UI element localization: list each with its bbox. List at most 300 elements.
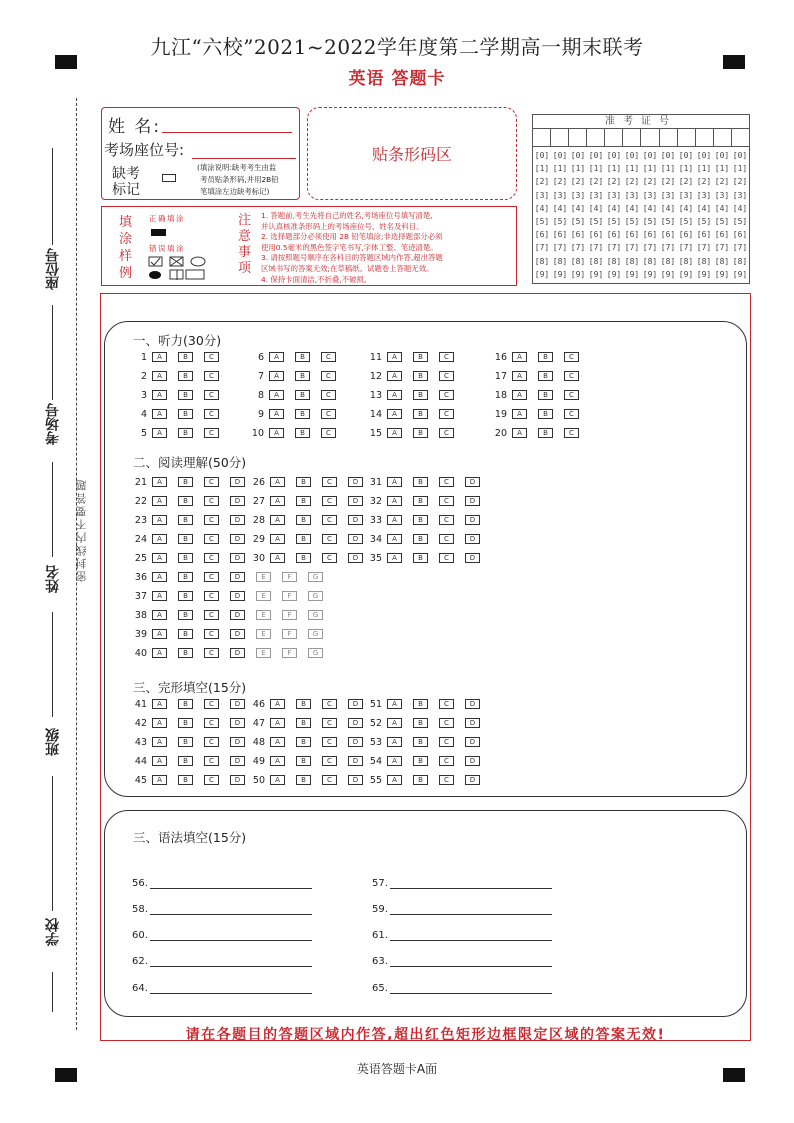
option-bubble-c[interactable]: C: [322, 699, 337, 709]
exam-id-digit[interactable]: [2]: [714, 177, 730, 187]
option-bubble-d[interactable]: D: [230, 775, 245, 785]
exam-id-digit[interactable]: [8]: [642, 256, 658, 266]
option-bubble-b[interactable]: B: [413, 534, 428, 544]
option-bubble-d[interactable]: D: [230, 610, 245, 620]
exam-id-digit[interactable]: [9]: [714, 269, 730, 279]
option-bubble-b[interactable]: B: [295, 409, 310, 419]
option-bubble-c[interactable]: C: [204, 756, 219, 766]
option-bubble-b[interactable]: B: [538, 390, 553, 400]
option-bubble-a[interactable]: A: [270, 775, 285, 785]
option-bubble-c[interactable]: C: [204, 496, 219, 506]
option-bubble-a[interactable]: A: [269, 352, 284, 362]
option-bubble-a[interactable]: A: [152, 572, 167, 582]
option-bubble-a[interactable]: A: [270, 737, 285, 747]
exam-id-digit[interactable]: [8]: [552, 256, 568, 266]
exam-id-digit[interactable]: [9]: [588, 269, 604, 279]
fill-blank-line[interactable]: [150, 958, 312, 967]
exam-id-digit[interactable]: [4]: [642, 203, 658, 213]
option-bubble-b[interactable]: B: [413, 718, 428, 728]
exam-id-digit[interactable]: [4]: [732, 203, 748, 213]
option-bubble-c[interactable]: C: [321, 390, 336, 400]
exam-id-digit[interactable]: [1]: [570, 164, 586, 174]
option-bubble-d[interactable]: D: [465, 496, 480, 506]
option-bubble-b[interactable]: B: [295, 352, 310, 362]
exam-id-digit[interactable]: [1]: [678, 164, 694, 174]
fill-blank-line[interactable]: [390, 985, 552, 994]
exam-id-digit[interactable]: [0]: [624, 151, 640, 160]
exam-id-digit[interactable]: [4]: [570, 203, 586, 213]
option-bubble-a[interactable]: A: [387, 515, 402, 525]
option-bubble-b[interactable]: B: [295, 428, 310, 438]
option-bubble-d[interactable]: D: [230, 534, 245, 544]
exam-id-column[interactable]: [623, 149, 641, 281]
option-bubble-c[interactable]: C: [322, 496, 337, 506]
exam-id-digit[interactable]: [3]: [660, 190, 676, 200]
exam-id-digit[interactable]: [1]: [588, 164, 604, 174]
exam-id-bubbles[interactable]: [533, 147, 749, 281]
exam-id-digit[interactable]: [3]: [570, 190, 586, 200]
option-bubble-b[interactable]: B: [178, 591, 193, 601]
exam-id-digit[interactable]: [7]: [588, 243, 604, 253]
exam-id-digit[interactable]: [0]: [642, 151, 658, 160]
option-bubble-a[interactable]: A: [152, 699, 167, 709]
exam-id-digit[interactable]: [0]: [570, 151, 586, 160]
option-bubble-a[interactable]: A: [152, 515, 167, 525]
exam-id-digit[interactable]: [6]: [606, 230, 622, 240]
option-bubble-d[interactable]: D: [465, 534, 480, 544]
option-bubble-c[interactable]: C: [439, 428, 454, 438]
option-bubble-d[interactable]: D: [230, 718, 245, 728]
fill-blank-line[interactable]: [390, 958, 552, 967]
exam-id-column[interactable]: [587, 149, 605, 281]
exam-id-digit[interactable]: [7]: [624, 243, 640, 253]
option-bubble-a[interactable]: A: [152, 591, 167, 601]
exam-id-digit[interactable]: [8]: [606, 256, 622, 266]
exam-id-digit[interactable]: [3]: [552, 190, 568, 200]
option-bubble-d[interactable]: D: [348, 515, 363, 525]
option-bubble-f[interactable]: F: [282, 648, 297, 658]
option-bubble-a[interactable]: A: [152, 629, 167, 639]
option-bubble-d[interactable]: D: [348, 737, 363, 747]
option-bubble-d[interactable]: D: [230, 629, 245, 639]
exam-id-digit[interactable]: [1]: [660, 164, 676, 174]
exam-id-digit[interactable]: [3]: [624, 190, 640, 200]
absent-checkbox[interactable]: [162, 174, 176, 182]
option-bubble-a[interactable]: A: [387, 371, 402, 381]
option-bubble-a[interactable]: A: [152, 477, 167, 487]
option-bubble-a[interactable]: A: [270, 477, 285, 487]
exam-id-digit[interactable]: [1]: [552, 164, 568, 174]
option-bubble-c[interactable]: C: [204, 371, 219, 381]
exam-id-digit[interactable]: [3]: [642, 190, 658, 200]
option-bubble-c[interactable]: C: [204, 699, 219, 709]
exam-id-digit[interactable]: [1]: [534, 164, 550, 174]
option-bubble-d[interactable]: D: [230, 496, 245, 506]
option-bubble-b[interactable]: B: [178, 371, 193, 381]
option-bubble-c[interactable]: C: [204, 477, 219, 487]
exam-id-digit[interactable]: [6]: [660, 230, 676, 240]
exam-id-digit[interactable]: [6]: [570, 230, 586, 240]
exam-id-column[interactable]: [605, 149, 623, 281]
option-bubble-d[interactable]: D: [465, 737, 480, 747]
exam-id-digit[interactable]: [2]: [570, 177, 586, 187]
exam-id-digit[interactable]: [8]: [696, 256, 712, 266]
option-bubble-a[interactable]: A: [270, 699, 285, 709]
option-bubble-b[interactable]: B: [413, 496, 428, 506]
exam-id-digit[interactable]: [5]: [732, 217, 748, 227]
option-bubble-d[interactable]: D: [230, 648, 245, 658]
exam-id-digit[interactable]: [8]: [732, 256, 748, 266]
option-bubble-c[interactable]: C: [439, 756, 454, 766]
option-bubble-a[interactable]: A: [152, 428, 167, 438]
option-bubble-b[interactable]: B: [296, 737, 311, 747]
exam-id-digit[interactable]: [7]: [696, 243, 712, 253]
exam-id-digit[interactable]: [4]: [534, 203, 550, 213]
option-bubble-d[interactable]: D: [230, 699, 245, 709]
option-bubble-c[interactable]: C: [204, 610, 219, 620]
option-bubble-d[interactable]: D: [230, 756, 245, 766]
option-bubble-b[interactable]: B: [178, 648, 193, 658]
option-bubble-d[interactable]: D: [465, 756, 480, 766]
option-bubble-c[interactable]: C: [439, 553, 454, 563]
name-field[interactable]: [162, 132, 292, 133]
exam-id-digit[interactable]: [6]: [732, 230, 748, 240]
option-bubble-c[interactable]: C: [204, 409, 219, 419]
option-bubble-c[interactable]: C: [204, 572, 219, 582]
option-bubble-e[interactable]: E: [256, 629, 271, 639]
exam-id-digit[interactable]: [0]: [660, 151, 676, 160]
option-bubble-b[interactable]: B: [413, 409, 428, 419]
option-bubble-c[interactable]: C: [321, 409, 336, 419]
option-bubble-b[interactable]: B: [538, 352, 553, 362]
option-bubble-a[interactable]: A: [269, 428, 284, 438]
option-bubble-f[interactable]: F: [282, 629, 297, 639]
option-bubble-b[interactable]: B: [296, 699, 311, 709]
exam-id-digit[interactable]: [6]: [642, 230, 658, 240]
exam-id-digit[interactable]: [8]: [678, 256, 694, 266]
option-bubble-g[interactable]: G: [308, 591, 323, 601]
exam-id-digit[interactable]: [2]: [552, 177, 568, 187]
exam-id-digit[interactable]: [7]: [678, 243, 694, 253]
exam-id-digit[interactable]: [9]: [642, 269, 658, 279]
exam-id-digit[interactable]: [9]: [570, 269, 586, 279]
fill-blank-line[interactable]: [150, 932, 312, 941]
option-bubble-c[interactable]: C: [564, 390, 579, 400]
option-bubble-c[interactable]: C: [439, 515, 454, 525]
option-bubble-c[interactable]: C: [204, 591, 219, 601]
exam-id-digit[interactable]: [6]: [534, 230, 550, 240]
option-bubble-b[interactable]: B: [296, 515, 311, 525]
exam-id-digit[interactable]: [8]: [624, 256, 640, 266]
exam-id-digit[interactable]: [3]: [588, 190, 604, 200]
option-bubble-b[interactable]: B: [413, 775, 428, 785]
option-bubble-c[interactable]: C: [439, 390, 454, 400]
option-bubble-b[interactable]: B: [296, 775, 311, 785]
option-bubble-b[interactable]: B: [178, 718, 193, 728]
option-bubble-d[interactable]: D: [348, 775, 363, 785]
option-bubble-c[interactable]: C: [321, 352, 336, 362]
option-bubble-b[interactable]: B: [413, 428, 428, 438]
exam-id-digit[interactable]: [4]: [678, 203, 694, 213]
option-bubble-b[interactable]: B: [413, 477, 428, 487]
exam-id-digit[interactable]: [4]: [714, 203, 730, 213]
exam-id-digit[interactable]: [3]: [696, 190, 712, 200]
option-bubble-c[interactable]: C: [204, 352, 219, 362]
option-bubble-d[interactable]: D: [465, 775, 480, 785]
exam-id-digit[interactable]: [4]: [660, 203, 676, 213]
option-bubble-f[interactable]: F: [282, 610, 297, 620]
option-bubble-b[interactable]: B: [178, 515, 193, 525]
exam-id-digit[interactable]: [0]: [732, 151, 748, 160]
option-bubble-a[interactable]: A: [269, 409, 284, 419]
option-bubble-b[interactable]: B: [178, 756, 193, 766]
exam-id-digit[interactable]: [5]: [696, 217, 712, 227]
option-bubble-f[interactable]: F: [282, 591, 297, 601]
exam-id-digit[interactable]: [3]: [534, 190, 550, 200]
option-bubble-c[interactable]: C: [439, 352, 454, 362]
exam-id-digit[interactable]: [6]: [714, 230, 730, 240]
exam-id-digit[interactable]: [2]: [696, 177, 712, 187]
option-bubble-d[interactable]: D: [348, 718, 363, 728]
option-bubble-d[interactable]: D: [348, 496, 363, 506]
exam-id-digit[interactable]: [9]: [552, 269, 568, 279]
exam-id-digit[interactable]: [2]: [678, 177, 694, 187]
option-bubble-a[interactable]: A: [152, 610, 167, 620]
option-bubble-b[interactable]: B: [178, 629, 193, 639]
option-bubble-c[interactable]: C: [204, 390, 219, 400]
option-bubble-d[interactable]: D: [348, 756, 363, 766]
option-bubble-b[interactable]: B: [413, 352, 428, 362]
option-bubble-a[interactable]: A: [512, 352, 527, 362]
option-bubble-b[interactable]: B: [413, 699, 428, 709]
option-bubble-a[interactable]: A: [152, 352, 167, 362]
exam-id-digit[interactable]: [7]: [660, 243, 676, 253]
exam-id-digit[interactable]: [7]: [642, 243, 658, 253]
option-bubble-b[interactable]: B: [178, 699, 193, 709]
exam-id-digit[interactable]: [6]: [624, 230, 640, 240]
option-bubble-d[interactable]: D: [465, 718, 480, 728]
option-bubble-b[interactable]: B: [296, 477, 311, 487]
exam-id-digit[interactable]: [0]: [552, 151, 568, 160]
option-bubble-b[interactable]: B: [538, 428, 553, 438]
option-bubble-c[interactable]: C: [204, 428, 219, 438]
option-bubble-c[interactable]: C: [321, 371, 336, 381]
exam-id-digit[interactable]: [0]: [678, 151, 694, 160]
exam-id-digit[interactable]: [1]: [696, 164, 712, 174]
fill-blank-line[interactable]: [150, 880, 312, 889]
option-bubble-d[interactable]: D: [348, 477, 363, 487]
option-bubble-f[interactable]: F: [282, 572, 297, 582]
option-bubble-b[interactable]: B: [178, 428, 193, 438]
option-bubble-a[interactable]: A: [152, 718, 167, 728]
option-bubble-a[interactable]: A: [387, 699, 402, 709]
option-bubble-b[interactable]: B: [538, 371, 553, 381]
fill-blank-line[interactable]: [390, 880, 552, 889]
option-bubble-c[interactable]: C: [204, 718, 219, 728]
exam-id-digit[interactable]: [4]: [696, 203, 712, 213]
exam-id-digit[interactable]: [7]: [570, 243, 586, 253]
exam-id-digit[interactable]: [5]: [606, 217, 622, 227]
option-bubble-e[interactable]: E: [256, 610, 271, 620]
exam-id-digit[interactable]: [8]: [714, 256, 730, 266]
option-bubble-b[interactable]: B: [295, 390, 310, 400]
exam-id-digit[interactable]: [0]: [714, 151, 730, 160]
option-bubble-d[interactable]: D: [348, 553, 363, 563]
exam-id-digit[interactable]: [0]: [534, 151, 550, 160]
exam-id-digit[interactable]: [6]: [552, 230, 568, 240]
exam-id-digit[interactable]: [1]: [624, 164, 640, 174]
exam-id-digit[interactable]: [9]: [732, 269, 748, 279]
option-bubble-a[interactable]: A: [270, 515, 285, 525]
exam-id-digit[interactable]: [4]: [588, 203, 604, 213]
option-bubble-b[interactable]: B: [178, 390, 193, 400]
exam-id-digit[interactable]: [5]: [678, 217, 694, 227]
option-bubble-c[interactable]: C: [439, 534, 454, 544]
exam-id-digit[interactable]: [8]: [588, 256, 604, 266]
option-bubble-a[interactable]: A: [152, 534, 167, 544]
option-bubble-a[interactable]: A: [512, 371, 527, 381]
exam-id-digit[interactable]: [0]: [696, 151, 712, 160]
exam-id-digit[interactable]: [1]: [732, 164, 748, 174]
fill-blank-line[interactable]: [390, 932, 552, 941]
exam-id-digit[interactable]: [1]: [714, 164, 730, 174]
option-bubble-a[interactable]: A: [512, 390, 527, 400]
option-bubble-c[interactable]: C: [204, 629, 219, 639]
exam-id-digit[interactable]: [2]: [534, 177, 550, 187]
exam-id-digit[interactable]: [9]: [660, 269, 676, 279]
exam-id-digit[interactable]: [1]: [606, 164, 622, 174]
option-bubble-d[interactable]: D: [230, 572, 245, 582]
exam-id-digit[interactable]: [3]: [606, 190, 622, 200]
option-bubble-b[interactable]: B: [296, 534, 311, 544]
option-bubble-c[interactable]: C: [564, 428, 579, 438]
option-bubble-a[interactable]: A: [387, 409, 402, 419]
exam-id-digit[interactable]: [0]: [588, 151, 604, 160]
exam-id-digit[interactable]: [2]: [606, 177, 622, 187]
option-bubble-a[interactable]: A: [270, 553, 285, 563]
option-bubble-g[interactable]: G: [308, 629, 323, 639]
option-bubble-a[interactable]: A: [152, 496, 167, 506]
option-bubble-c[interactable]: C: [564, 409, 579, 419]
option-bubble-c[interactable]: C: [439, 496, 454, 506]
exam-id-digit[interactable]: [3]: [732, 190, 748, 200]
exam-id-digit[interactable]: [0]: [606, 151, 622, 160]
option-bubble-d[interactable]: D: [465, 515, 480, 525]
option-bubble-a[interactable]: A: [270, 718, 285, 728]
option-bubble-a[interactable]: A: [387, 756, 402, 766]
exam-id-digit[interactable]: [8]: [534, 256, 550, 266]
exam-id-digit[interactable]: [5]: [642, 217, 658, 227]
exam-id-column[interactable]: [695, 149, 713, 281]
exam-id-digit[interactable]: [7]: [606, 243, 622, 253]
option-bubble-a[interactable]: A: [387, 737, 402, 747]
exam-id-digit[interactable]: [5]: [624, 217, 640, 227]
option-bubble-c[interactable]: C: [204, 515, 219, 525]
exam-id-digit[interactable]: [4]: [624, 203, 640, 213]
option-bubble-c[interactable]: C: [322, 515, 337, 525]
option-bubble-d[interactable]: D: [465, 553, 480, 563]
option-bubble-b[interactable]: B: [296, 496, 311, 506]
option-bubble-c[interactable]: C: [322, 553, 337, 563]
option-bubble-b[interactable]: B: [178, 553, 193, 563]
option-bubble-c[interactable]: C: [439, 737, 454, 747]
option-bubble-a[interactable]: A: [387, 718, 402, 728]
option-bubble-a[interactable]: A: [387, 775, 402, 785]
option-bubble-b[interactable]: B: [178, 572, 193, 582]
exam-id-digit[interactable]: [5]: [588, 217, 604, 227]
fill-blank-line[interactable]: [150, 906, 312, 915]
option-bubble-c[interactable]: C: [439, 775, 454, 785]
option-bubble-a[interactable]: A: [387, 477, 402, 487]
option-bubble-a[interactable]: A: [152, 371, 167, 381]
option-bubble-e[interactable]: E: [256, 648, 271, 658]
exam-id-digit[interactable]: [7]: [714, 243, 730, 253]
option-bubble-g[interactable]: G: [308, 610, 323, 620]
exam-id-digit[interactable]: [4]: [552, 203, 568, 213]
option-bubble-a[interactable]: A: [152, 737, 167, 747]
option-bubble-a[interactable]: A: [387, 534, 402, 544]
option-bubble-c[interactable]: C: [204, 534, 219, 544]
exam-id-column[interactable]: [641, 149, 659, 281]
exam-id-digit[interactable]: [4]: [606, 203, 622, 213]
exam-id-digit[interactable]: [8]: [660, 256, 676, 266]
exam-id-digit[interactable]: [5]: [552, 217, 568, 227]
fill-blank-line[interactable]: [390, 906, 552, 915]
option-bubble-b[interactable]: B: [538, 409, 553, 419]
exam-id-digit[interactable]: [5]: [570, 217, 586, 227]
exam-id-column[interactable]: [731, 149, 749, 281]
option-bubble-d[interactable]: D: [230, 737, 245, 747]
exam-id-digit[interactable]: [5]: [714, 217, 730, 227]
option-bubble-b[interactable]: B: [413, 553, 428, 563]
exam-id-column[interactable]: [551, 149, 569, 281]
option-bubble-c[interactable]: C: [204, 648, 219, 658]
exam-id-digit[interactable]: [5]: [660, 217, 676, 227]
exam-id-digit[interactable]: [2]: [660, 177, 676, 187]
option-bubble-c[interactable]: C: [322, 718, 337, 728]
fill-blank-line[interactable]: [150, 985, 312, 994]
option-bubble-b[interactable]: B: [178, 496, 193, 506]
option-bubble-c[interactable]: C: [322, 534, 337, 544]
option-bubble-a[interactable]: A: [152, 390, 167, 400]
exam-id-digit[interactable]: [7]: [732, 243, 748, 253]
option-bubble-b[interactable]: B: [413, 390, 428, 400]
option-bubble-a[interactable]: A: [270, 756, 285, 766]
option-bubble-b[interactable]: B: [178, 534, 193, 544]
option-bubble-d[interactable]: D: [348, 699, 363, 709]
option-bubble-c[interactable]: C: [439, 699, 454, 709]
option-bubble-c[interactable]: C: [439, 477, 454, 487]
option-bubble-c[interactable]: C: [321, 428, 336, 438]
option-bubble-a[interactable]: A: [152, 756, 167, 766]
option-bubble-d[interactable]: D: [348, 534, 363, 544]
exam-id-column[interactable]: [659, 149, 677, 281]
option-bubble-a[interactable]: A: [270, 534, 285, 544]
exam-id-digit[interactable]: [3]: [714, 190, 730, 200]
exam-id-digit[interactable]: [2]: [732, 177, 748, 187]
exam-id-digit[interactable]: [2]: [624, 177, 640, 187]
option-bubble-g[interactable]: G: [308, 648, 323, 658]
option-bubble-a[interactable]: A: [270, 496, 285, 506]
option-bubble-a[interactable]: A: [512, 428, 527, 438]
option-bubble-a[interactable]: A: [387, 553, 402, 563]
option-bubble-b[interactable]: B: [413, 737, 428, 747]
option-bubble-b[interactable]: B: [178, 737, 193, 747]
option-bubble-b[interactable]: B: [178, 352, 193, 362]
option-bubble-e[interactable]: E: [256, 572, 271, 582]
option-bubble-c[interactable]: C: [204, 775, 219, 785]
option-bubble-b[interactable]: B: [178, 409, 193, 419]
